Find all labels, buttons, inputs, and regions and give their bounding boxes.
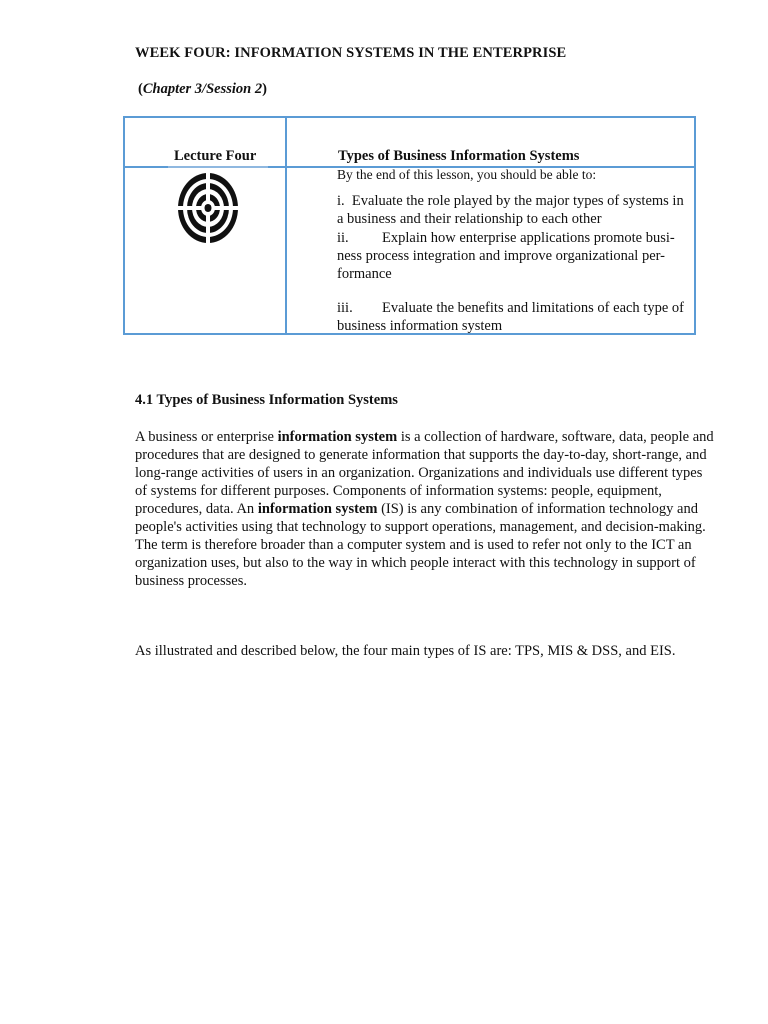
page-title: WEEK FOUR: INFORMATION SYSTEMS IN THE ENTERPRISE xyxy=(135,45,567,61)
objective-item xyxy=(337,229,692,283)
paragraph-text: is a collection of hardware, software, data, people and procedures that are designed to generate information that supports the day-to-day, short-range, and long-range activities of users in an organization. Organizations and individuals use different types of systems for different purposes. Components of information systems: people, equipment, procedures, data. An xyxy=(135,429,714,517)
objective-number: ii. xyxy=(337,230,349,246)
objective-number: iii. xyxy=(337,300,353,316)
lesson-topic-heading: Types of Business Information Systems xyxy=(338,148,580,164)
lecture-heading: Lecture Four xyxy=(174,148,257,164)
body-paragraph xyxy=(135,428,715,590)
objective-item xyxy=(337,299,692,335)
paragraph-text: (IS) is any combination of information technology and people's activities using that technology to support operations, management, and decision-making. The term is therefore broader than a computer system and is used to refer not only to the ICT an organization uses, but also to the way in which people interact with this technology in support of business processes. xyxy=(135,501,706,589)
bold-term: information system xyxy=(277,429,398,445)
objective-text: Explain how enterprise applications promote busi-ness process integration and improve organizational per-formance xyxy=(337,230,675,282)
objective-number: i. xyxy=(337,193,345,209)
subtitle-open: ( xyxy=(138,81,143,97)
objective-text: Evaluate the role played by the major types of systems in a business and their relationship to each other xyxy=(337,193,684,227)
table-column-divider xyxy=(285,116,287,335)
session-subtitle xyxy=(138,81,267,98)
paragraph-text: A business or enterprise xyxy=(135,429,278,445)
subtitle-chapter: Chapter 3/Session 2 xyxy=(142,81,263,97)
summary-paragraph: As illustrated and described below, the four main types of IS are: TPS, MIS & DSS, and EIS. xyxy=(135,643,676,659)
subtitle-close: ) xyxy=(262,81,267,97)
objective-item xyxy=(337,192,692,228)
section-heading: 4.1 Types of Business Information Systems xyxy=(135,392,398,408)
objectives-intro: By the end of this lesson, you should be able to: xyxy=(337,167,597,182)
target-icon xyxy=(177,172,239,244)
heading-underline xyxy=(168,166,268,168)
objective-text: Evaluate the benefits and limitations of each type of business information system xyxy=(337,300,684,334)
bold-term: information system xyxy=(257,501,378,517)
